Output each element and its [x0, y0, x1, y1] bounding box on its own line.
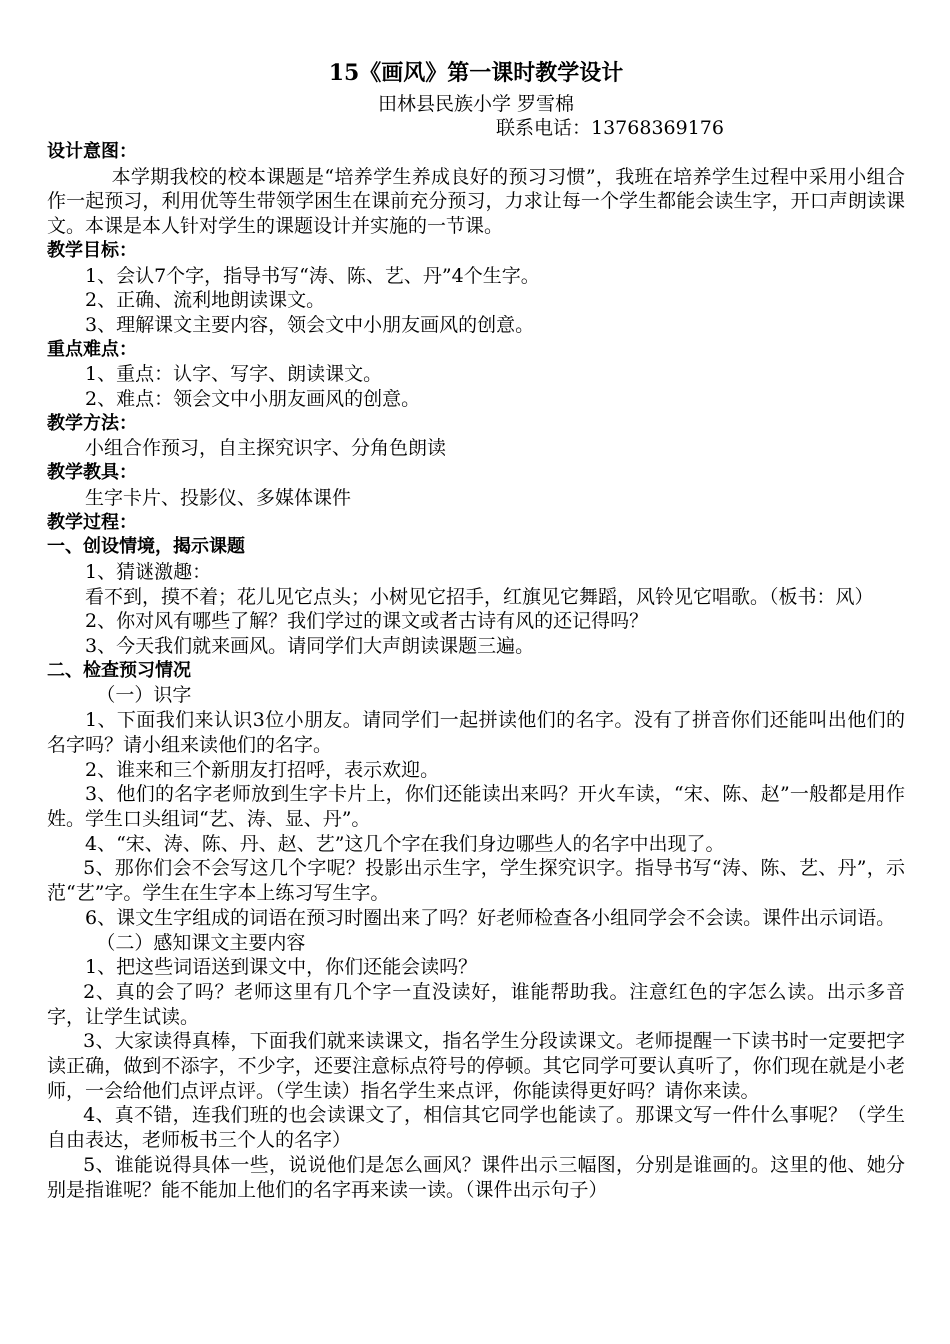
- paragraph: 看不到，摸不着；花儿见它点头；小树见它招手，红旗见它舞蹈，风铃见它唱歌。（板书：风）: [85, 585, 874, 608]
- document-body: [47, 58, 905, 1202]
- paragraph: 1、会认7个字，指导书写“涛、陈、艺、丹”4个生字。: [85, 264, 540, 287]
- paragraph: 5、谁能说得具体一些，说说他们是怎么画风？课件出示三幅图，分别是谁画的。这里的他、她分别是指谁呢？能不能加上他们的名字再来读一读。（课件出示句子）: [47, 1153, 905, 1201]
- paragraph: 3、理解课文主要内容，领会文中小朋友画风的创意。: [85, 313, 535, 336]
- phone-line: 联系电话：13768369176: [496, 117, 724, 139]
- paragraph: 4、真不错，连我们班的也会读课文了，相信其它同学也能读了。那课文写一件什么事呢？（学生自由表达，老师板书三个人的名字）: [47, 1104, 905, 1152]
- section-heading: 设计意图：: [47, 141, 137, 162]
- paragraph: 1、重点：认字、写字、朗读课文。: [85, 363, 383, 386]
- paragraph: 4、“宋、涛、陈、丹、赵、艺”这几个字在我们身边哪些人的名字中出现了。: [85, 832, 725, 855]
- paragraph: （二）感知课文主要内容: [96, 931, 306, 954]
- section-heading: 教学方法：: [47, 412, 137, 434]
- paragraph: 2、真的会了吗？老师这里有几个字一直没读好，谁能帮助我。注意红色的字怎么读。出示多音字，让学生试读。: [47, 980, 905, 1028]
- paragraph: 3、他们的名字老师放到生字卡片上，你们还能读出来吗？开火车读，“宋、陈、赵”一般都是用作姓。学生口头组词“艺、涛、显、丹”。: [47, 783, 905, 830]
- paragraph: 生字卡片、投影仪、多媒体课件: [85, 486, 352, 509]
- paragraph: 2、你对风有哪些了解？我们学过的课文或者古诗有风的还记得吗？: [85, 610, 649, 633]
- paragraph: 2、正确、流利地朗读课文。: [85, 289, 326, 312]
- section-heading: 教学教具：: [47, 462, 137, 484]
- author-line: 田林县民族小学 罗雪棉: [377, 93, 575, 115]
- paragraph: 1、把这些词语送到课文中，你们还能会读吗？: [85, 956, 478, 979]
- paragraph: 3、今天我们就来画风。请同学们大声朗读课题三遍。: [85, 635, 535, 658]
- paragraph: 1、猜谜激趣：: [85, 560, 212, 583]
- paragraph: 小组合作预习，自主探究识字、分角色朗读: [85, 437, 447, 460]
- paragraph: 6、课文生字组成的词语在预习时圈出来了吗？好老师检查各小组同学会不会读。课件出示词语。: [85, 906, 896, 929]
- paragraph: 2、谁来和三个新朋友打招呼，表示欢迎。: [85, 758, 440, 781]
- paragraph: 5、那你们会不会写这几个字呢？投影出示生字，学生探究识字。指导书写“涛、陈、艺、丹”，示范“艺”字。学生在生字本上练习写生字。: [47, 857, 905, 905]
- paragraph: 2、难点：领会文中小朋友画风的创意。: [85, 388, 421, 411]
- section-heading: 二、检查预习情况: [47, 659, 191, 681]
- paragraph: 1、下面我们来认识3位小朋友。请同学们一起拼读他们的名字。没有了拼音你们还能叫出他们的名字吗？请小组来读他们的名字。: [47, 709, 905, 756]
- section-heading: 教学目标：: [47, 239, 137, 261]
- section-heading: 一、创设情境，揭示课题: [47, 536, 245, 558]
- document-content: [47, 140, 905, 1202]
- paragraph: 本学期我校的校本课题是“培养学生养成良好的预习习惯”，我班在培养学生过程中采用小组合作一起预习，利用优等生带领学困生在课前充分预习，力求让每一个学生都能会读生字，开口声朗读课文。本课是本人针对学生的课题设计并实施的一节课。: [47, 165, 905, 238]
- section-heading: 重点难点：: [47, 338, 137, 360]
- document-title: 15《画风》第一课时教学设计: [328, 60, 624, 86]
- paragraph: （一）识字: [96, 684, 192, 707]
- section-heading: 教学过程：: [47, 511, 137, 533]
- paragraph: 3、大家读得真棒，下面我们就来读课文，指名学生分段读课文。老师提醒一下读书时一定要把字读正确，做到不添字，不少字，还要注意标点符号的停顿。其它同学可要认真听了，你们现在就是小老师，一会给他们点评点评。（学生读）指名学生来点评，你能读得更好吗？请你来读。: [47, 1030, 905, 1102]
